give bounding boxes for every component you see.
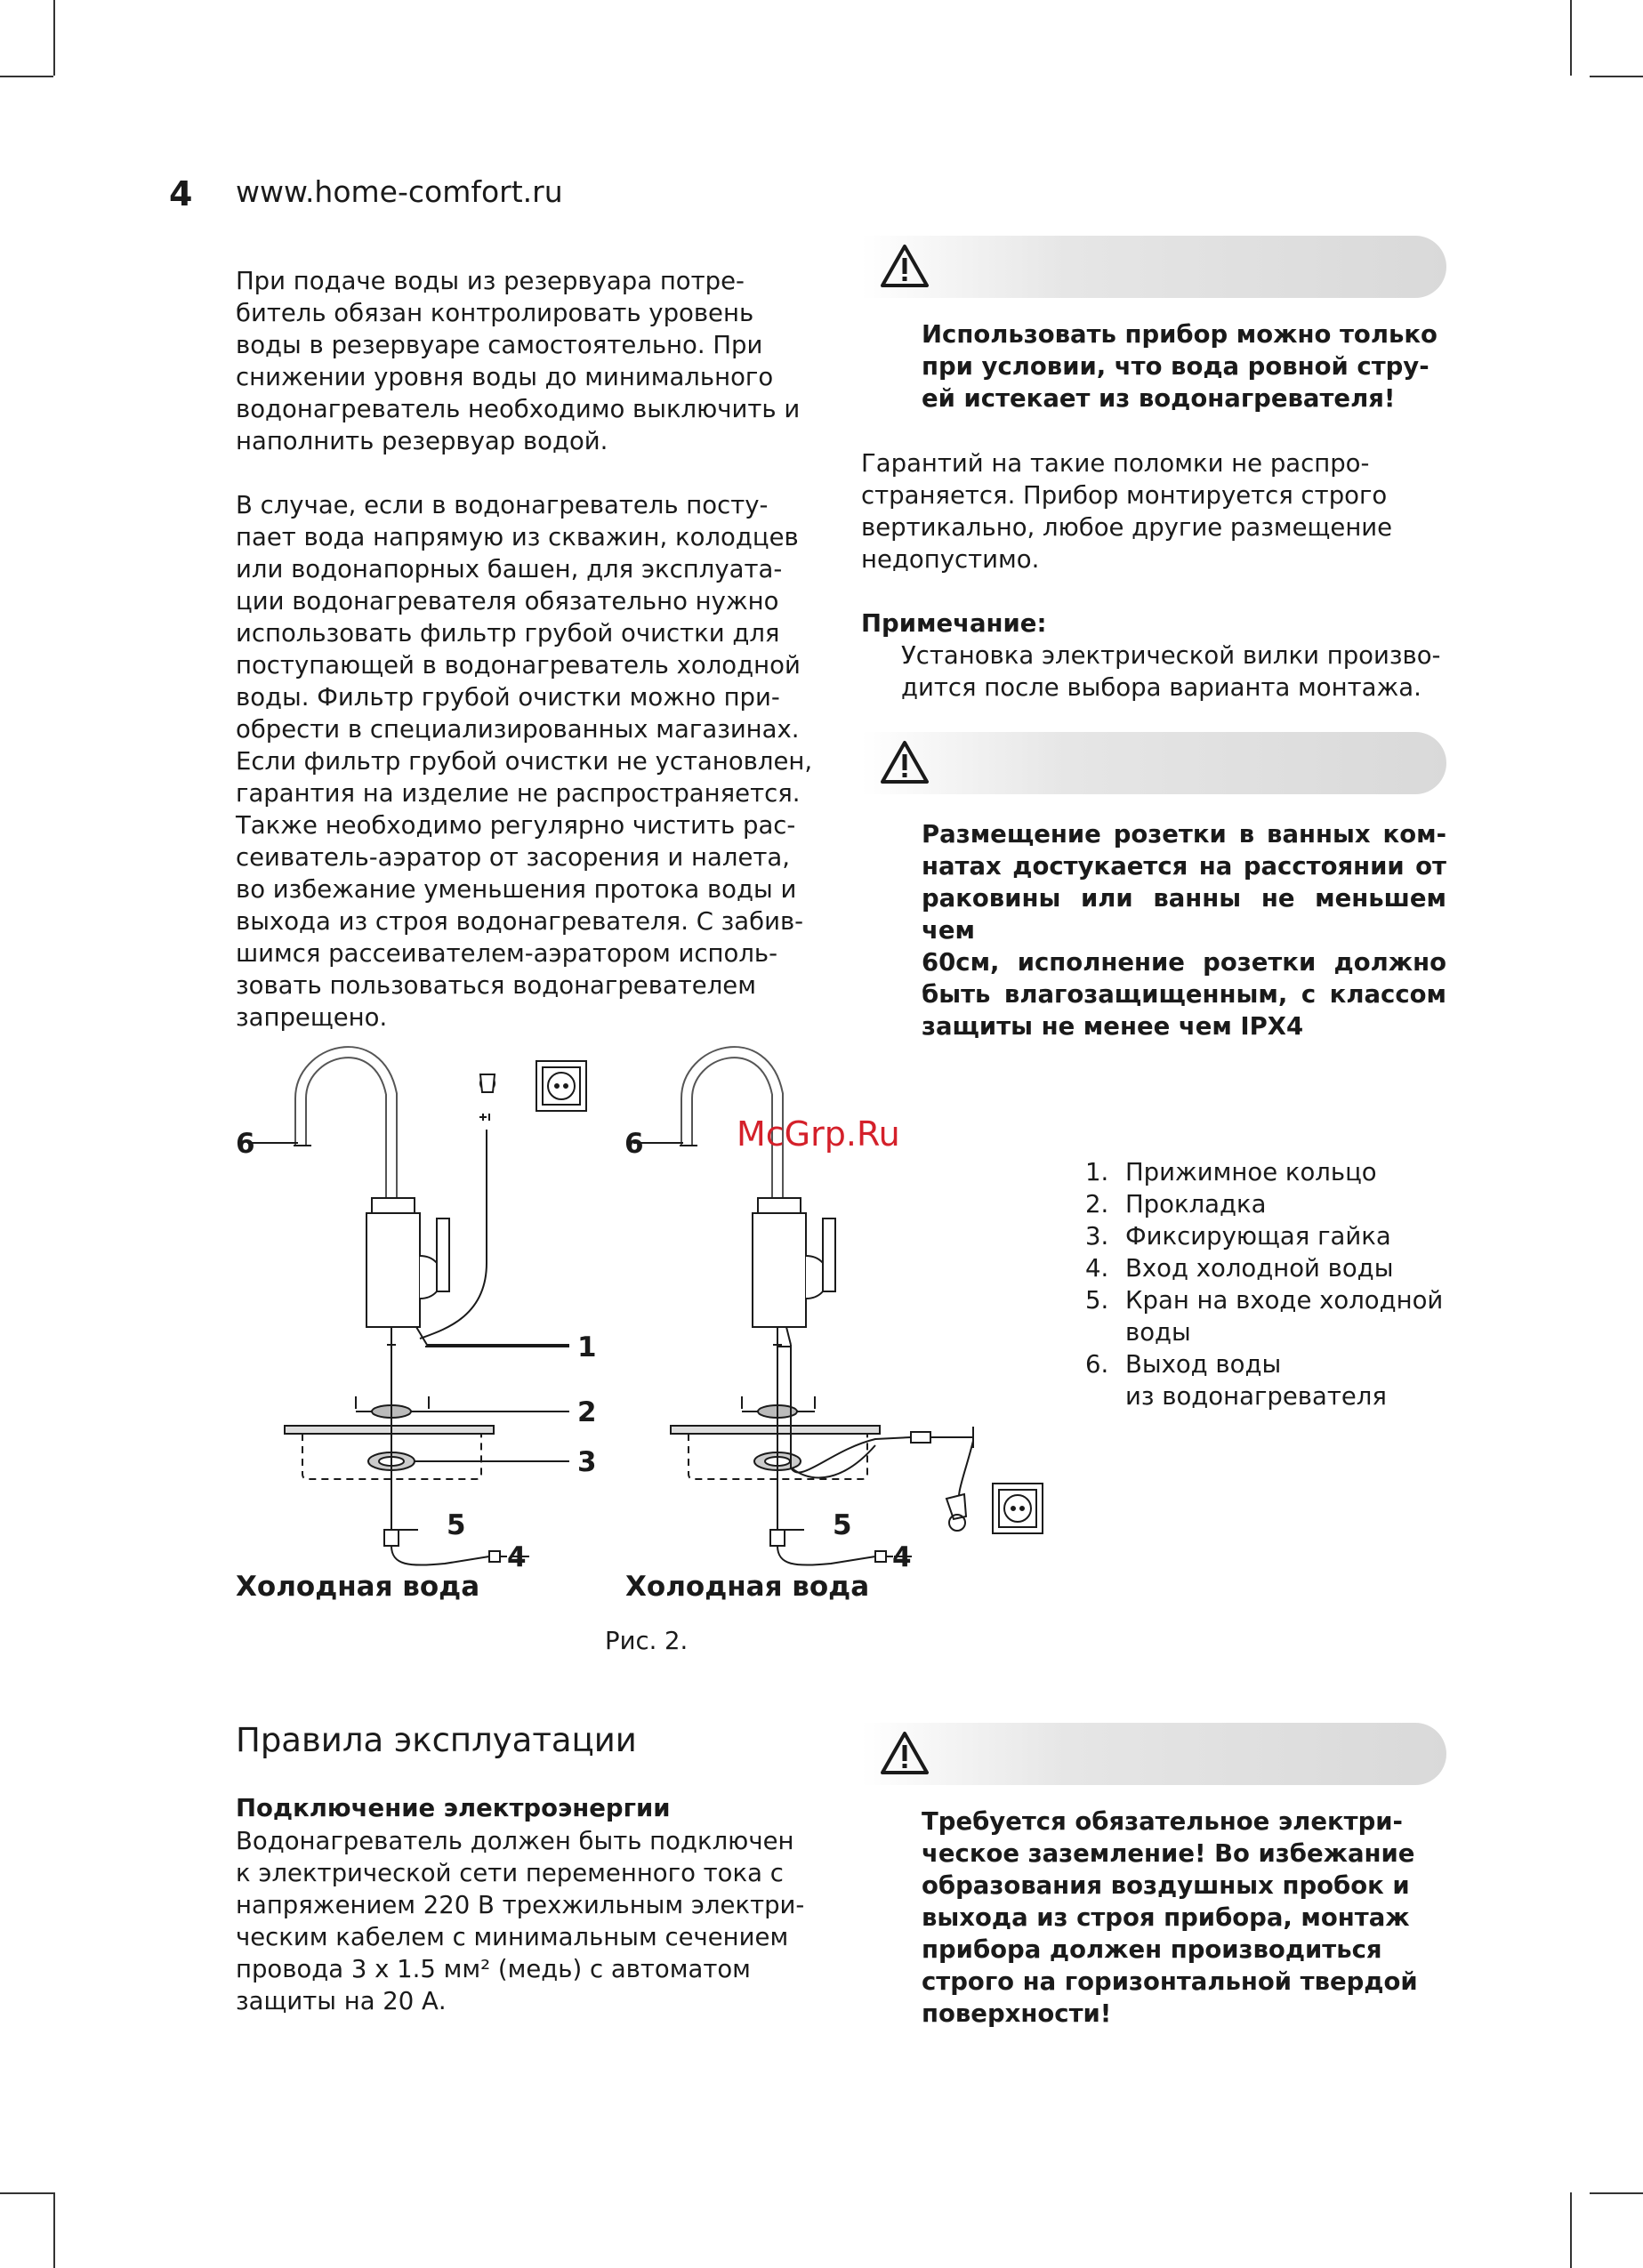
electric-connection-text: Водонагреватель должен быть подключен к электрической сети переменного тока с напряжением 220 В трехжильным электри- ческим кабелем с минимальным сечением провода 3 x 1.5 мм² (медь) с автоматом защиты на 20 А. [236,1827,805,2015]
warning-line: Размещение розетки в ванных ком- [922,820,1446,848]
warranty-text: Гарантий на такие поломки не распро- страняется. Прибор монтируется строго вертикально, любое другие размещение недопустимо. [861,449,1393,574]
callout-5: 5 [833,1509,852,1541]
warning-line: защиты не менее чем IPX4 [922,1012,1304,1041]
crop-mark [1570,2192,1572,2268]
warning-band [861,236,1446,298]
crop-mark [1590,2192,1643,2194]
callout-1: 1 [577,1331,597,1363]
warning-text-1: Использовать прибор можно только при условии, что вода ровной стру- ей истекает из водонагревателя! [922,320,1438,413]
callout-4: 4 [892,1541,912,1573]
crop-mark [1590,76,1643,77]
subsection-title: Подключение электроэнергии [236,1794,671,1822]
warning-text-3: Требуется обязательное электри- ческое заземление! Во избежание образования воздушных пробок и выхода из строя прибора, монтаж прибора должен производиться строго на горизонтальной твердой поверхности! [922,1807,1418,2028]
legend-item: 6. Выход воды из водонагревателя [1085,1350,1387,1411]
warning-triangle-icon [879,739,930,785]
page-number: 4 [169,174,193,213]
crop-mark [53,0,55,76]
crop-mark [0,76,53,77]
crop-mark [53,2192,55,2268]
paragraph-filter: В случае, если в водонагреватель посту- пает вода напрямую из скважин, колодцев или водонапорных башен, для эксплуата- ции водонагревателя обязательно нужно использовать фильтр грубой очистки для поступающей в водонагреватель холодной воды. Фильтр грубой очистки можно при- обрести в специализированных магазинах. Если фильтр грубой очистки не установлен, гарантия на изделие не распространяется. Также необходимо регулярно чистить рас- сеиватель-аэратор от засорения и налета, во избежание уменьшения протока воды и выхода из строя водонагревателя. С забив- шимся рассеивателем-аэратором исполь- зовать пользоваться водонагревателем запрещено. [236,491,813,1032]
legend-item: 5. Кран на входе холодной воды [1085,1286,1444,1347]
legend-item: 1. Прижимное кольцо [1085,1158,1377,1186]
crop-mark [0,2192,53,2194]
note-title: Примечание: [861,609,1047,638]
callout-4: 4 [507,1541,527,1573]
section-title: Правила эксплуатации [236,1721,637,1759]
callout-3: 3 [577,1446,597,1478]
figure-label: Рис. 2. [605,1627,689,1655]
warning-band [861,732,1446,794]
callout-5: 5 [447,1509,466,1541]
legend-item: 2. Прокладка [1085,1190,1267,1218]
warning-triangle-icon [879,1730,930,1776]
callout-6: 6 [236,1128,255,1160]
warning-band [861,1723,1446,1785]
warning-line: натах достукается на расстоянии от [922,852,1446,881]
callout-6: 6 [624,1128,644,1160]
crop-mark [1570,0,1572,76]
faucet-left [285,1052,586,1565]
caption-cold-water-right: Холодная вода [625,1571,870,1603]
warning-text-2 [922,818,1446,1042]
legend-item: 3. Фиксирующая гайка [1085,1222,1391,1251]
warning-line: 60см, исполнение розетки должно [922,948,1446,977]
installation-diagram [222,1032,1059,1583]
left-column-text [236,233,814,1066]
warning-triangle-icon [879,243,930,289]
paragraph-water-tank: При подаче воды из резервуара потре- битель обязан контролировать уровень воды в резервуаре самостоятельно. При снижении уровня воды до минимального водонагреватель необходимо выключить и наполнить резервуар водой. [236,267,801,455]
callout-2: 2 [577,1396,597,1428]
note-text: Установка электрической вилки произво- дится после выбора варианта монтажа. [901,641,1441,702]
legend-item: 4. Вход холодной воды [1085,1254,1394,1283]
watermark: McGrp.Ru [737,1114,900,1154]
warning-line: раковины или ванны не меньшем чем [922,884,1446,945]
figure-legend [1085,1156,1459,1412]
caption-cold-water-left: Холодная вода [236,1571,480,1603]
site-url: www.home-comfort.ru [236,174,563,209]
warning-line: быть влагозащищенным, с классом [922,980,1446,1009]
